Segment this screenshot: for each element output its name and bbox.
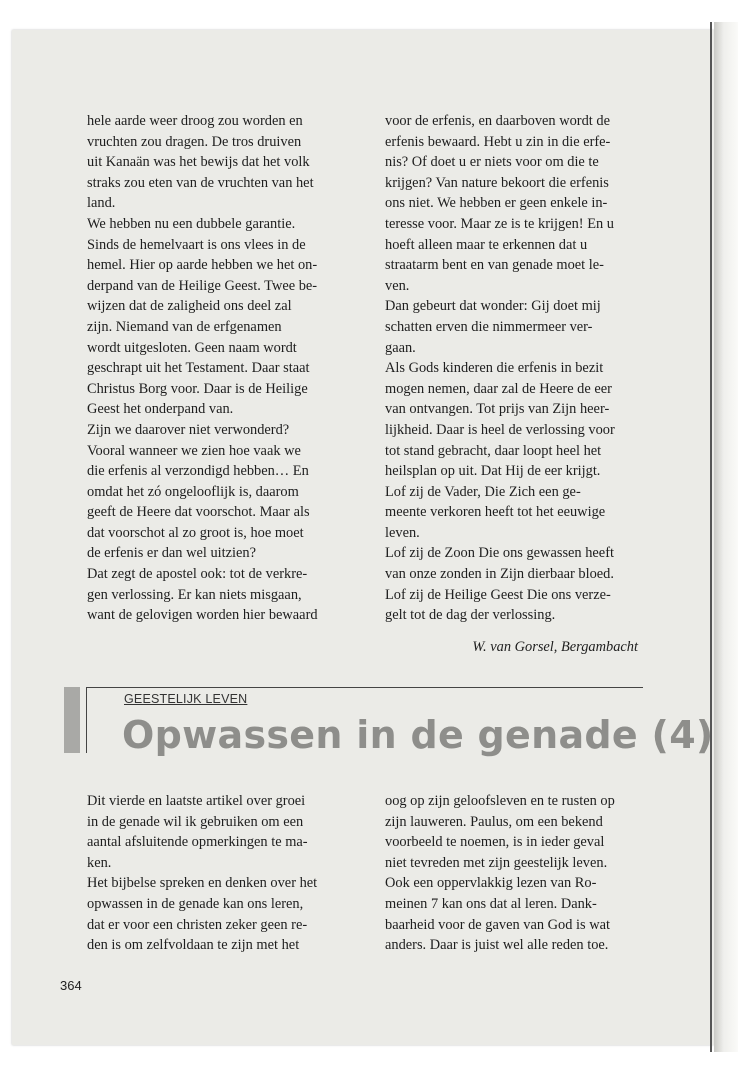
text-line: Lof zij de Vader, Die Zich een ge-	[385, 483, 581, 500]
text-line: ven.	[385, 277, 410, 294]
text-line: uit Kanaän was het bewijs dat het volk	[87, 154, 310, 171]
section-divider-vertical	[86, 687, 87, 753]
text-line: heilsplan op uit. Dat Hij de eer krijgt.	[385, 463, 601, 480]
binding-edge	[710, 22, 712, 1052]
text-line: die erfenis al verzondigd hebben… En	[87, 463, 309, 480]
text-line: Als Gods kinderen die erfenis in bezit	[385, 360, 604, 377]
text-line: ons niet. We hebben er geen enkele in-	[385, 195, 608, 212]
text-line: Dat zegt de apostel ook: tot de verkre-	[87, 566, 308, 583]
text-line: in de genade wil ik gebruiken om een	[87, 813, 304, 830]
text-line: meente verkoren heeft tot het eeuwige	[385, 504, 606, 521]
bottom-right-column	[385, 791, 615, 956]
text-line: baarheid voor de gaven van God is wat	[385, 916, 610, 933]
text-line: Ook een oppervlakkig lezen van Ro-	[385, 875, 597, 892]
text-line: nis? Of doet u er niets voor om die te	[385, 154, 599, 171]
text-line: voorbeeld te noemen, is in ieder geval	[385, 834, 605, 851]
text-line: geschrapt uit het Testament. Daar staat	[87, 360, 310, 377]
text-line: derpand van de Heilige Geest. Twee be-	[87, 277, 318, 294]
text-line: hoeft alleen maar te erkennen dat u	[385, 236, 588, 253]
text-line: Dan gebeurt dat wonder: Gij doet mij	[385, 298, 601, 315]
text-line: straks zou eten van de vruchten van het	[87, 174, 314, 191]
top-right-column	[385, 111, 615, 626]
text-line: leven.	[385, 524, 420, 541]
text-line: Geest het onderpand van.	[87, 401, 234, 418]
text-line: omdat het zó ongelooflijk is, daarom	[87, 483, 299, 500]
text-line: schatten erven die nimmermeer ver-	[385, 318, 593, 335]
text-line: Lof zij de Zoon Die ons gewassen heeft	[385, 545, 614, 562]
section-marker-bar	[64, 687, 80, 753]
text-line: straatarm bent en van genade moet le-	[385, 257, 604, 274]
text-line: lijkheid. Daar is heel de verlossing voor	[385, 421, 615, 438]
article-headline: Opwassen in de genade (4)	[122, 713, 714, 757]
text-line: oog op zijn geloofsleven en te rusten op	[385, 793, 615, 809]
text-line: teresse voor. Maar ze is te krijgen! En u	[385, 215, 614, 232]
section-divider	[86, 687, 643, 688]
text-line: Lof zij de Heilige Geest Die ons verze-	[385, 586, 611, 603]
text-line: gen verlossing. Er kan niets misgaan,	[87, 586, 302, 603]
text-line: Het bijbelse spreken en denken over het	[87, 875, 318, 892]
text-line: Dit vierde en laatste artikel over groei	[87, 793, 306, 809]
text-line: erfenis bewaard. Hebt u zin in die erfe-	[385, 133, 611, 150]
text-line: Christus Borg voor. Daar is de Heilige	[87, 380, 308, 397]
text-line: niet tevreden met zijn geestelijk leven.	[385, 854, 608, 871]
text-line: Vooral wanneer we zien hoe vaak we	[87, 442, 301, 459]
text-line: hele aarde weer droog zou worden en	[87, 113, 303, 129]
text-line: vruchten zou dragen. De tros druiven	[87, 133, 302, 150]
next-page-edge	[714, 22, 738, 1052]
text-line: Zijn we daarover niet verwonderd?	[87, 421, 290, 438]
text-line: dat voorschot al zo groot is, hoe moet	[87, 524, 304, 541]
page-number: 364	[60, 978, 82, 993]
text-line: krijgen? Van nature bekoort die erfenis	[385, 174, 609, 191]
text-line: mogen nemen, daar zal de Heere de eer	[385, 380, 612, 397]
text-line: zijn. Niemand van de erfgenamen	[87, 318, 282, 335]
top-left-column	[87, 111, 318, 626]
text-line: Sinds de hemelvaart is ons vlees in de	[87, 236, 306, 253]
text-line: meinen 7 kan ons dat al leren. Dank-	[385, 895, 597, 912]
text-line: gelt tot de dag der verlossing.	[385, 607, 556, 624]
text-line: den is om zelfvoldaan te zijn met het	[87, 937, 300, 954]
text-line: We hebben nu een dubbele garantie.	[87, 215, 296, 232]
text-line: wijzen dat de zaligheid ons deel zal	[87, 298, 292, 315]
text-line: gaan.	[385, 339, 416, 356]
text-line: land.	[87, 195, 116, 212]
section-category: GEESTELIJK LEVEN	[124, 692, 248, 706]
text-line: tot stand gebracht, daar loopt heel het	[385, 442, 602, 459]
text-line: van ontvangen. Tot prijs van Zijn heer-	[385, 401, 610, 418]
text-line: dat er voor een christen zeker geen re-	[87, 916, 308, 933]
text-line: geeft de Heere dat voorschot. Maar als	[87, 504, 310, 521]
text-line: hemel. Hier op aarde hebben we het on-	[87, 257, 318, 274]
text-line: wordt uitgesloten. Geen naam wordt	[87, 339, 297, 356]
text-line: opwassen in de genade kan ons leren,	[87, 895, 304, 912]
text-line: want de gelovigen worden hier bewaard	[87, 607, 318, 624]
text-line: ken.	[87, 854, 112, 871]
text-line: anders. Daar is juist wel alle reden toe.	[385, 937, 609, 954]
text-line: de erfenis er dan wel uitzien?	[87, 545, 257, 562]
text-line: aantal afsluitende opmerkingen te ma-	[87, 834, 308, 851]
text-line: voor de erfenis, en daarboven wordt de	[385, 113, 610, 129]
bottom-left-column	[87, 791, 317, 956]
text-line: van onze zonden in Zijn dierbaar bloed.	[385, 566, 614, 583]
text-line: zijn lauweren. Paulus, om een bekend	[385, 813, 603, 830]
author-signature: W. van Gorsel, Bergambacht	[472, 639, 638, 655]
